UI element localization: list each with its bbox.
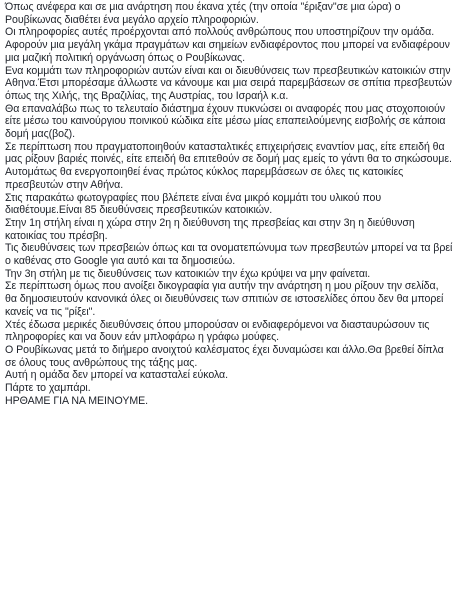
paragraph: Αφορούν μια μεγάλη γκάμα πραγμάτων και σημείων ενδιαφέροντος που μπορεί να ενδιαφέρουν μια μαζική πολιτική οργάνωση όπως ο Ρουβίκωνας. xyxy=(5,39,450,64)
paragraph: Σε περίπτωση όμως που ανοίξει δικογραφία για αυτήν την ανάρτηση η μου ρίξουν την σελίδα, θα δημοσιευτούν κανονικά όλες οι διευθύνσεις των σπιτιών σε ιστοσελίδες όπου δεν θα μπορεί κανείς να τις "ρίξει". xyxy=(5,280,444,318)
paragraph: ΗΡΘΑΜΕ ΓΙΑ ΝΑ ΜΕΙΝΟΥΜΕ. xyxy=(5,394,149,407)
paragraph: Θα επαναλάβω πως το τελευταίο διάστημα έχουν πυκνώσει οι αναφορές που μας στοχοποιούν είτε μέσω του καινούργιου ποινικού κώδικα είτε μέσω μίας επαπειλούμενης εισβολής σε κάποια δομή μας(βοζ). xyxy=(5,102,446,141)
paragraph: Όπως ανέφερα και σε μια ανάρτηση που έκανα χτές (την οποία "έριξαν"σε μια ώρα) ο Ρουβίκωνας διαθέτει ένα μεγάλο αρχείο πληροφοριών. xyxy=(5,1,401,26)
paragraph: Στην 1η στήλη είναι η χώρα στην 2η η διεύθυνση της πρεσβείας και στην 3η η διεύθυνση κατοικίας του πρέσβη. xyxy=(5,216,415,242)
paragraph: Ο Ρουβίκωνας μετά το διήμερο ανοιχτού καλέσματος έχει δυναμώσει και άλλο.Θα βρεθεί δίπλα σε όλους τους ανθρώπους της τάξης μας. xyxy=(5,343,444,369)
paragraph: Πάρτε το χαμπάρι. xyxy=(5,382,91,395)
paragraph: Αυτή η ομάδα δεν μπορεί να κατασταλεί εύκολα. xyxy=(5,369,229,382)
paragraph: Σε περίπτωση που πραγματοποιηθούν κατασταλτικές επιχειρήσεις εναντίον μας, είτε επειδή θα μας ρίξουν βαριές ποινές, είτε επειδή θα επιτεθούν σε δομή μας εμείς το γάντι θα το σηκώσουμε. xyxy=(5,140,452,166)
paragraph: Στις παρακάτω φωτογραφίες που βλέπετε είναι ένα μικρό κομμάτι του υλικού που διαθέτουμε.Είναι 85 διευθύνσεις πρεσβευτικών κατοικιών. xyxy=(5,191,382,217)
paragraph: Αυτομάτως θα ενεργοποιηθεί ένας πρώτος κύκλος παρεμβάσεων σε όλες τις κατοικίες πρεσβευτών στην Αθήνα. xyxy=(5,166,404,191)
paragraph: Ενα κομμάτι των πληροφοριών αυτών είναι και οι διευθύνσεις των πρεσβευτικών κατοικιών στην Αθηνα.Έτσι μπορέσαμε άλλωστε να κάνουμε και μια σειρά παρεμβάσεων σε σπίτια πρεσβευτών όπως της Χιλής, της Βραζιλίας, της Αυστρίας, του Ισραήλ κ.α. xyxy=(5,64,452,102)
paragraph: Χτές έδωσα μερικές διευθύνσεις όπου μπορούσαν οι ενδιαφερόμενοι να διασταυρώσουν τις πληροφορίες και να δουν εάν μπλοφάρω η γράφω μούφες. xyxy=(5,318,430,344)
paragraph: Την 3η στήλη με τις διευθύνσεις των κατοικιών την έχω κρύψει να μην φαίνεται. xyxy=(5,267,371,280)
paragraph: Οι πληροφορίες αυτές προέρχονται από πολλούς ανθρώπους που υποστηρίζουν την ομάδα. xyxy=(5,26,435,39)
paragraph: Τις διευθύνσεις των πρεσβειών όπως και τα ονοματεπώνυμα των πρεσβευτών μπορεί να τα βρεί ο καθένας στο Google για αυτό και τα δημοσιεύω. xyxy=(5,242,453,268)
